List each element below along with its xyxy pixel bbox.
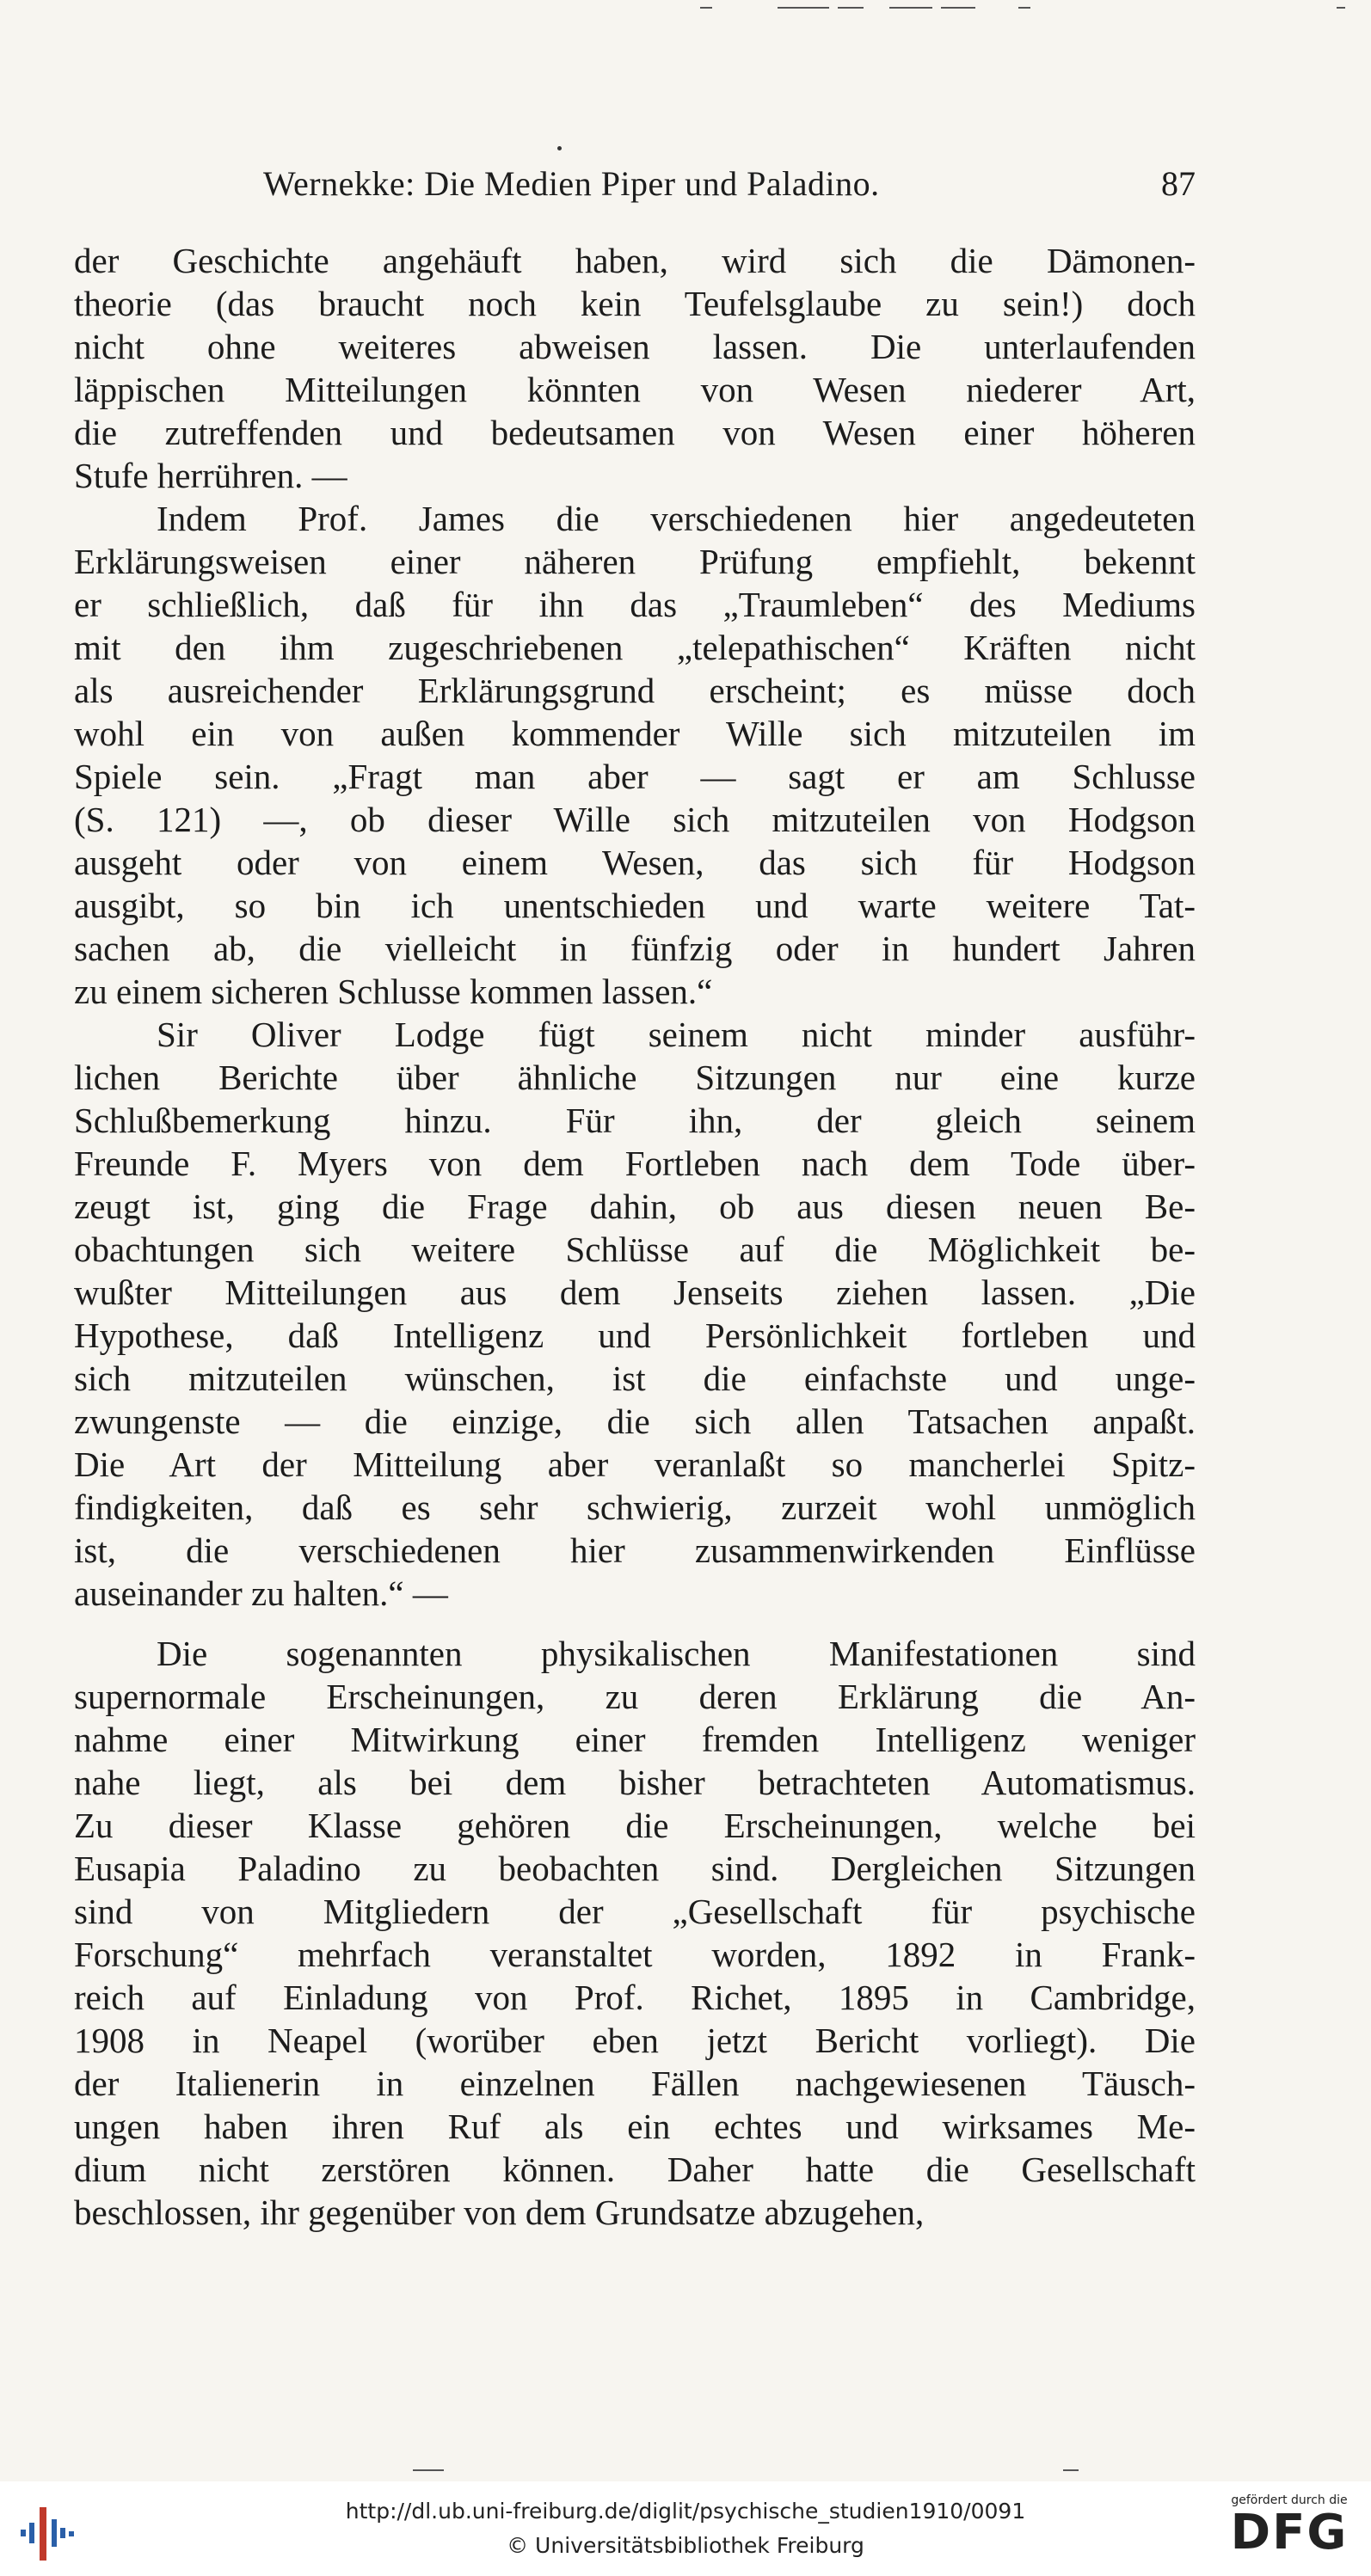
- page-header: [74, 163, 1196, 215]
- text-line: reich auf Einladung von Prof. Richet, 1895 in Cambridge,: [74, 1978, 1196, 2017]
- running-head: Wernekke: Die Medien Piper und Paladino.: [263, 164, 880, 203]
- footer-url-link[interactable]: http://dl.ub.uni-freiburg.de/diglit/psychische_studien1910/0091: [345, 2499, 1026, 2524]
- text-line: lichen Berichte über ähnliche Sitzungen nur eine kurze: [74, 1058, 1196, 1097]
- dfg-tagline: gefördert durch die: [1231, 2493, 1348, 2507]
- text-line: wohl ein von außen kommender Wille sich mitzuteilen im: [74, 714, 1196, 753]
- text-line: dium nicht zerstören können. Daher hatte die Gesellschaft: [74, 2150, 1196, 2189]
- text-line: 1908 in Neapel (worüber eben jetzt Bericht vorliegt). Die: [74, 2021, 1196, 2060]
- text-line: sich mitzuteilen wünschen, ist die einfachste und unge-: [74, 1359, 1196, 1398]
- text-line: ausgibt, so bin ich unentschieden und warte weitere Tat-: [74, 886, 1196, 925]
- text-line: läppischen Mitteilungen könnten von Wesen niederer Art,: [74, 370, 1196, 409]
- dfg-wordmark: DFG: [1230, 2505, 1349, 2561]
- text-line: Stufe herrühren. —: [74, 456, 347, 495]
- text-line: supernormale Erscheinungen, zu deren Erklärung die An-: [74, 1677, 1196, 1716]
- text-line: Schlußbemerkung hinzu. Für ihn, der gleich seinem: [74, 1101, 1196, 1140]
- text-line: (S. 121) —, ob dieser Wille sich mitzuteilen von Hodgson: [74, 800, 1196, 839]
- text-line: sachen ab, die vielleicht in fünfzig oder in hundert Jahren: [74, 929, 1196, 968]
- text-line: findigkeiten, daß es sehr schwierig, zurzeit wohl unmöglich: [74, 1487, 1196, 1527]
- text-line: er schließlich, daß für ihn das „Traumleben“ des Mediums: [74, 585, 1196, 624]
- text-line: mit den ihm zugeschriebenen „telepathischen“ Kräften nicht: [74, 628, 1196, 667]
- bottom-dash-left: [413, 2469, 444, 2471]
- scan-edge-marks: [683, 0, 1371, 17]
- text-line: zwungenste — die einzige, die sich allen Tatsachen anpaßt.: [74, 1401, 1196, 1441]
- text-line: Spiele sein. „Fragt man aber — sagt er am Schlusse: [74, 757, 1196, 796]
- text-line: theorie (das braucht noch kein Teufelsglaube zu sein!) doch: [74, 284, 1196, 323]
- text-line: der Geschichte angehäuft haben, wird sich die Dämonen-: [74, 241, 1196, 280]
- text-line: auseinander zu halten.“ —: [74, 1573, 448, 1613]
- text-line: die zutreffenden und bedeutsamen von Wesen einer höheren: [74, 413, 1196, 452]
- body-text: [74, 239, 1196, 2234]
- text-line: obachtungen sich weitere Schlüsse auf die Möglichkeit be-: [74, 1230, 1196, 1269]
- text-line: Hypothese, daß Intelligenz und Persönlichkeit fortleben und: [74, 1316, 1196, 1355]
- page-number: 87: [1161, 164, 1196, 203]
- text-line: Zu dieser Klasse gehören die Erscheinungen, welche bei: [74, 1806, 1196, 1845]
- dfg-logo[interactable]: [1225, 2493, 1354, 2571]
- text-line: sind von Mitgliedern der „Gesellschaft für psychische: [74, 1892, 1196, 1931]
- text-line: Freunde F. Myers von dem Fortleben nach dem Tode über-: [74, 1144, 1196, 1183]
- paragraph-gap: [74, 1615, 1196, 1632]
- text-line: Die Art der Mitteilung aber veranlaßt so mancherlei Spitz-: [74, 1444, 1196, 1484]
- text-line: ist, die verschiedenen hier zusammenwirkenden Einflüsse: [74, 1530, 1196, 1570]
- text-line: als ausreichender Erklärungsgrund erscheint; es müsse doch: [74, 671, 1196, 710]
- text-line: wußter Mitteilungen aus dem Jenseits ziehen lassen. „Die: [74, 1273, 1196, 1312]
- text-line: ausgeht oder von einem Wesen, das sich für Hodgson: [74, 843, 1196, 882]
- text-line: der Italienerin in einzelnen Fällen nachgewiesenen Täusch-: [74, 2064, 1196, 2103]
- viewer-footer: [0, 2481, 1371, 2576]
- text-line: zu einem sicheren Schlusse kommen lassen.“: [74, 972, 713, 1011]
- text-line: Indem Prof. James die verschiedenen hier angedeuteten: [157, 499, 1196, 538]
- footer-copyright: © Universitätsbibliothek Freiburg: [507, 2533, 864, 2558]
- text-line: Forschung“ mehrfach veranstaltet worden, 1892 in Frank-: [74, 1935, 1196, 1974]
- text-line: nahe liegt, als bei dem bisher betrachteten Automatismus.: [74, 1763, 1196, 1802]
- ink-dot: [557, 146, 562, 150]
- text-line: ungen haben ihren Ruf als ein echtes und wirksames Me-: [74, 2107, 1196, 2146]
- text-line: Eusapia Paladino zu beobachten sind. Dergleichen Sitzungen: [74, 1849, 1196, 1888]
- text-line: Die sogenannten physikalischen Manifestationen sind: [157, 1634, 1196, 1673]
- text-line: Sir Oliver Lodge fügt seinem nicht minder ausführ-: [157, 1015, 1196, 1054]
- text-line: nicht ohne weiteres abweisen lassen. Die unterlaufenden: [74, 327, 1196, 366]
- text-line: Erklärungsweisen einer näheren Prüfung empfiehlt, bekennt: [74, 542, 1196, 581]
- text-line: nahme einer Mitwirkung einer fremden Intelligenz weniger: [74, 1720, 1196, 1759]
- text-line: zeugt ist, ging die Frage dahin, ob aus diesen neuen Be-: [74, 1187, 1196, 1226]
- text-line: beschlossen, ihr gegenüber von dem Grundsatze abzugehen,: [74, 2193, 925, 2232]
- bottom-dash-right: [1063, 2469, 1079, 2471]
